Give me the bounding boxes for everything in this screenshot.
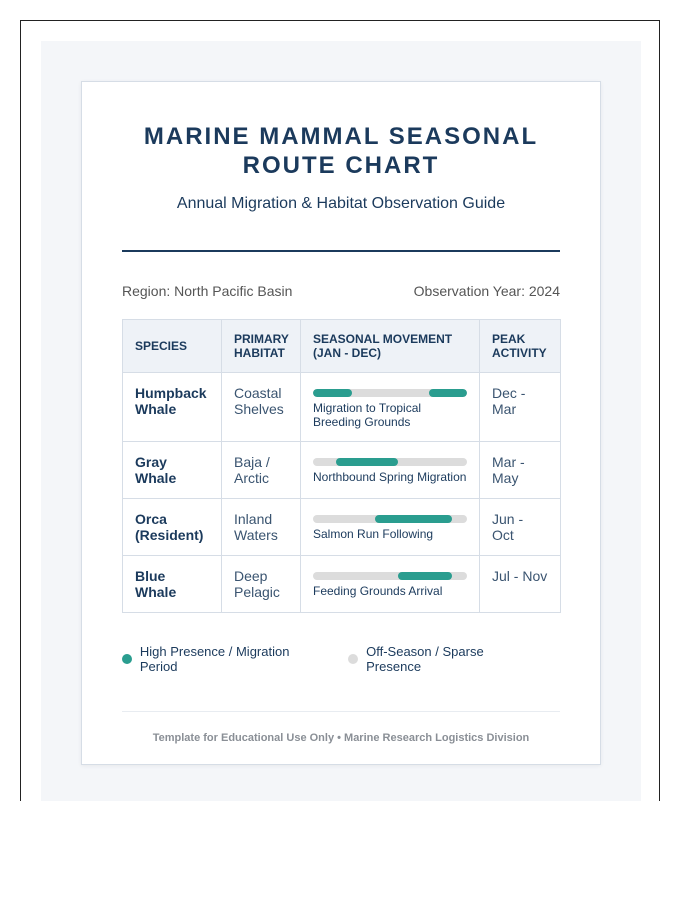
movement-label: Feeding Grounds Arrival — [313, 584, 443, 598]
movement-label: Migration to Tropical Breeding Grounds — [313, 401, 422, 429]
header-peak: PEAK ACTIVITY — [480, 320, 561, 373]
movement-cell — [301, 499, 480, 556]
year-label: Observation Year: 2024 — [413, 283, 560, 299]
habitat-cell: Deep Pelagic — [222, 556, 301, 613]
peak-cell: Jul - Nov — [480, 556, 561, 613]
habitat-cell: Coastal Shelves — [222, 373, 301, 442]
peak-cell: Jun - Oct — [480, 499, 561, 556]
document-subtitle: Annual Migration & Habitat Observation Guide — [176, 195, 506, 212]
presence-segment — [398, 572, 452, 580]
presence-segment — [336, 458, 398, 466]
habitat-cell: Baja / Arctic — [222, 442, 301, 499]
footer-note: Template for Educational Use Only • Marine Research Logistics Division — [152, 732, 530, 744]
movement-label: Salmon Run Following — [313, 527, 434, 541]
header-movement: SEASONAL MOVEMENT (JAN - DEC) — [301, 320, 480, 373]
route-table — [122, 319, 561, 613]
season-track — [313, 572, 467, 580]
peak-cell: Dec - Mar — [480, 373, 561, 442]
presence-segment — [313, 389, 352, 397]
legend-item-off — [348, 644, 540, 674]
legend-high-label: High Presence / Migration Period — [139, 644, 290, 674]
season-track — [313, 458, 467, 466]
region-label: Region: North Pacific Basin — [122, 283, 293, 299]
season-track — [313, 389, 467, 397]
legend-off-label: Off-Season / Sparse Presence — [366, 644, 484, 674]
legend-item-high — [122, 644, 328, 674]
header-habitat: PRIMARY HABITAT — [222, 320, 301, 373]
meta-row — [122, 283, 560, 299]
title-divider — [122, 250, 560, 252]
season-track — [313, 515, 467, 523]
table-row — [123, 556, 561, 613]
peak-cell: Mar - May — [480, 442, 561, 499]
table-body — [123, 373, 561, 613]
header-species: SPECIES — [123, 320, 222, 373]
table-header-row — [123, 320, 561, 373]
footer-divider — [122, 711, 560, 712]
habitat-cell: Inland Waters — [222, 499, 301, 556]
high-presence-dot-icon — [122, 654, 132, 664]
species-cell: Blue Whale — [123, 556, 222, 613]
off-season-dot-icon — [348, 654, 358, 664]
presence-segment — [375, 515, 452, 523]
document-card — [81, 81, 601, 765]
table-row — [123, 373, 561, 442]
movement-cell — [301, 442, 480, 499]
species-cell: Gray Whale — [123, 442, 222, 499]
movement-cell — [301, 556, 480, 613]
presence-segment — [429, 389, 468, 397]
table-row — [123, 499, 561, 556]
legend — [122, 644, 560, 674]
table-row — [123, 442, 561, 499]
movement-cell — [301, 373, 480, 442]
species-cell: Humpback Whale — [123, 373, 222, 442]
species-cell: Orca (Resident) — [123, 499, 222, 556]
document-title: MARINE MAMMAL SEASONAL ROUTE CHART — [143, 123, 539, 179]
movement-label: Northbound Spring Migration — [313, 470, 467, 484]
